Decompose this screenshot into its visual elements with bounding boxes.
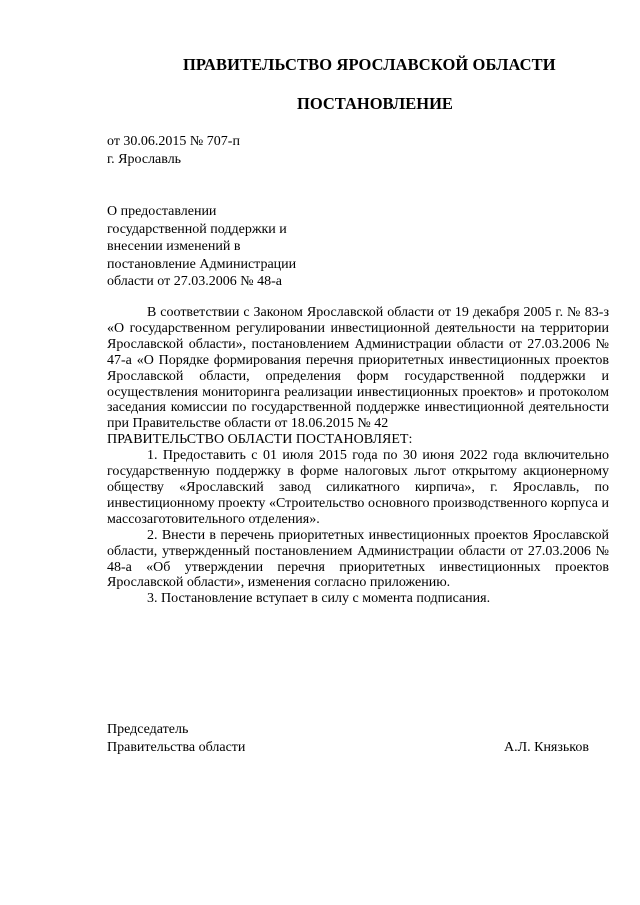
signatory-title-line1: Председатель: [107, 722, 189, 737]
signature-row: [107, 739, 589, 757]
decree-heading: ПРАВИТЕЛЬСТВО ОБЛАСТИ ПОСТАНОВЛЯЕТ:: [107, 432, 413, 448]
subject-line: области от 27.03.2006 № 48-а: [107, 274, 282, 289]
signatory-name: А.Л. Князьков: [504, 740, 589, 755]
preamble-paragraph: В соответствии с Законом Ярославской области от 19 декабря 2005 г. № 83-з «О государственном регулировании инвестиционной деятельности на территории Ярославской области», постановлением Администрации области от 27.03.2006 № 47-а «О Порядке формирования перечня приоритетных инвестиционных проектов Ярославской области, определения форм государственной поддержки и осуществления мониторинга реализации инвестиционных проектов» и протоколом заседания комиссии по государственной поддержке инвестиционной деятельности при Правительстве области от 18.06.2015 № 42: [107, 305, 609, 432]
subject-line: государственной поддержки и: [107, 221, 287, 237]
signatory-title-line2: Правительства области: [107, 740, 246, 755]
document-body: [107, 305, 609, 607]
document-subject: [107, 203, 296, 291]
government-title: ПРАВИТЕЛЬСТВО ЯРОСЛАВСКОЙ ОБЛАСТИ: [183, 55, 556, 74]
subject-line: О предоставлении: [107, 204, 217, 219]
document-meta: [107, 133, 240, 169]
subject-line: внесении изменений в: [107, 239, 241, 254]
decree-item-2: 2. Внести в перечень приоритетных инвестиционных проектов Ярославской области, утвержденный постановлением Администрации области от 27.03.2006 № 48-а «Об утверждении перечня приоритетных инвестиционных проектов Ярославской области», изменения согласно приложению.: [107, 527, 609, 591]
date-number: от 30.06.2015 № 707-п: [107, 134, 240, 149]
subject-line: постановление Администрации: [107, 256, 297, 272]
signature-block: [107, 721, 589, 757]
city: г. Ярославль: [107, 152, 182, 167]
decree-item-3: 3. Постановление вступает в силу с момента подписания.: [147, 591, 491, 607]
document-type-title: ПОСТАНОВЛЕНИЕ: [297, 94, 453, 113]
decree-item-1: 1. Предоставить с 01 июля 2015 года по 30 июня 2022 года включительно государственную поддержку в форме налоговых льгот открытому акционерному обществу «Ярославский завод силикатного кирпича», г. Ярославль, по инвестиционному проекту «Строительство основного производственного корпуса и массозаготовительного отделения».: [107, 448, 609, 527]
